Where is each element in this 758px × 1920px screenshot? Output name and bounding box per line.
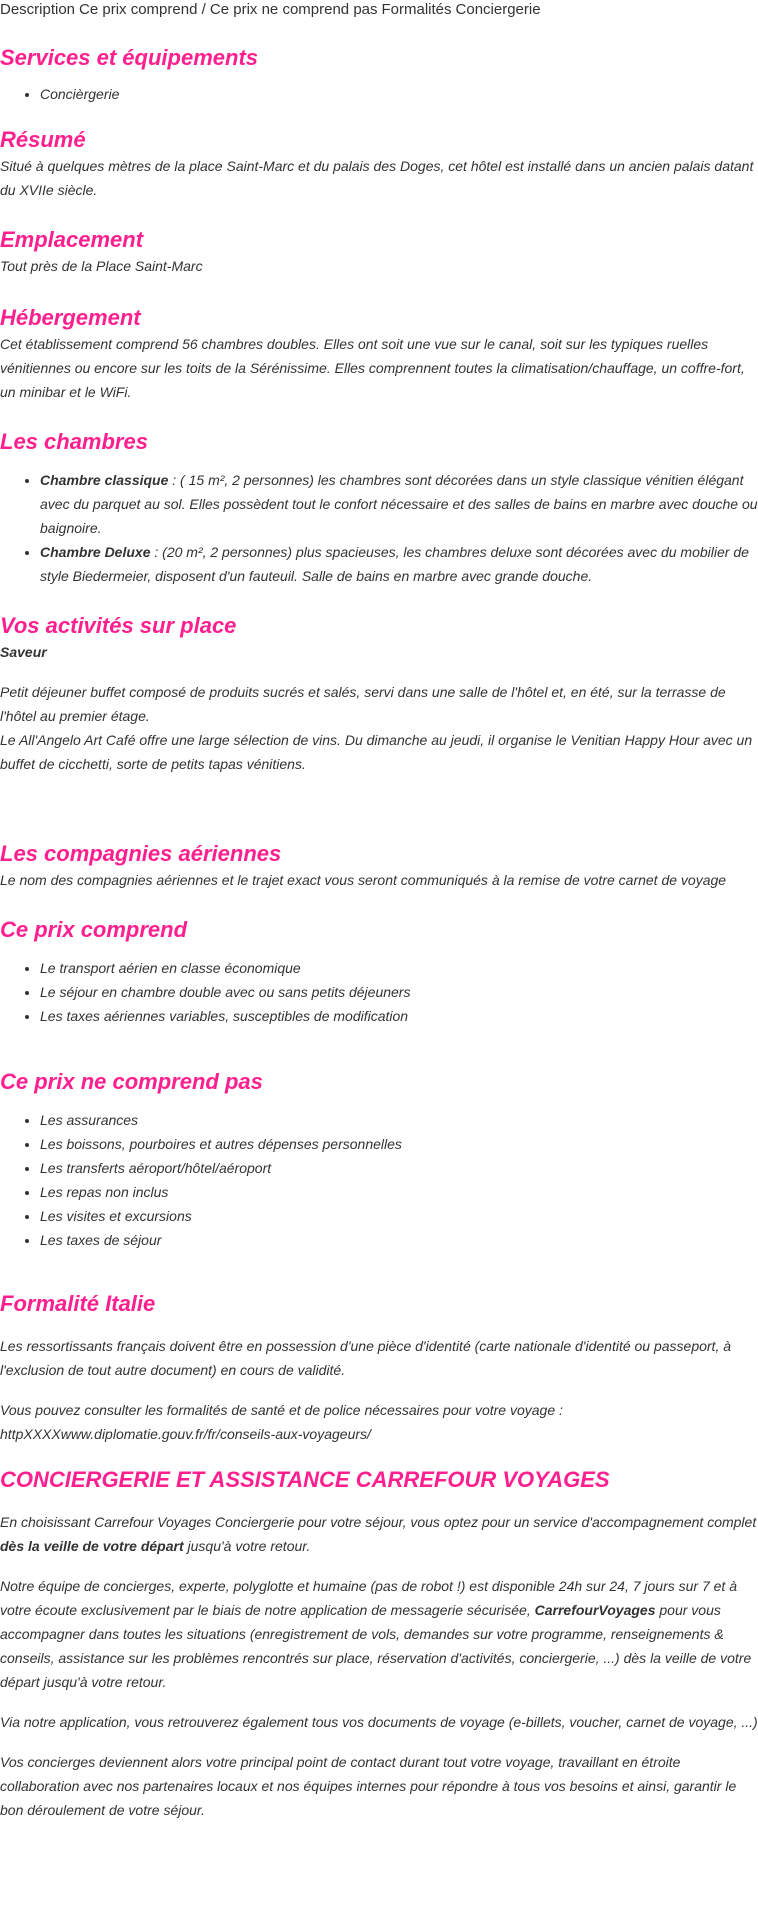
- list-item: • Les taxes de séjour: [40, 1228, 758, 1252]
- list-item: • Concièrgerie: [40, 82, 758, 106]
- services-list: [0, 82, 758, 106]
- hebergement-title: Hébergement: [0, 305, 141, 330]
- activites-text-2: Le All'Angelo Art Café offre une large sélection de vins. Du dimanche au jeudi, il organise le Venitian Happy Hour avec un buffet de cicchetti, sorte de petits tapas vénitiens.: [0, 732, 753, 772]
- formalite-text-2: Vous pouvez consulter les formalités de santé et de police nécessaires pour votre voyage : httpXXXXwww.diplomatie.gouv.fr/fr/conseils-aux-voyageurs/: [0, 1402, 563, 1442]
- conciergerie-p3: Via notre application, vous retrouverez également tous vos documents de voyage (e-billets, voucher, carnet de voyage, ...): [0, 1714, 758, 1730]
- conciergerie-p2: [0, 1574, 758, 1694]
- list-item: • Les taxes aériennes variables, susceptibles de modification: [40, 1004, 758, 1028]
- activites-subtitle: [0, 640, 758, 664]
- conciergerie-p2-text: Notre équipe de concierges, experte, polyglotte et humaine (pas de robot !) est disponible 24h sur 24, 7 jours sur 7 et à votre écoute exclusivement par le biais de notre application de messagerie sécurisée,: [0, 1578, 737, 1618]
- list-item: • Les visites et excursions: [40, 1204, 758, 1228]
- emplacement-text: Tout près de la Place Saint-Marc: [0, 258, 203, 274]
- chambre-text: : ( 15 m², 2 personnes) les chambres sont décorées dans un style classique vénitien élégant avec du parquet au sol. Elles possèdent tout le confort nécessaire et des salles de bains en marbre avec douche ou baignoire.: [40, 472, 758, 536]
- formalite-text-1: Les ressortissants français doivent être en possession d'une pièce d'identité (carte nationale d'identité ou passeport, à l'exclusion de tout autre document) en cours de validité.: [0, 1338, 732, 1378]
- ne-comprend-title: Ce prix ne comprend pas: [0, 1069, 263, 1094]
- conciergerie-p1: [0, 1510, 758, 1558]
- tab-nav: [0, 0, 758, 20]
- compagnies-text: Le nom des compagnies aériennes et le trajet exact vous seront communiqués à la remise de votre carnet de voyage: [0, 872, 727, 888]
- services-title: Services et équipements: [0, 45, 259, 70]
- comprend-list: [0, 956, 758, 1028]
- nav-prix[interactable]: Ce prix comprend / Ce prix ne comprend pas: [79, 1, 378, 18]
- list-item: [40, 540, 758, 588]
- conciergerie-p4: Vos concierges deviennent alors votre principal point de contact durant tout votre voyage, travaillant en étroite collaboration avec nos partenaires locaux et nos équipes internes pour répondre à tous vos besoins et ainsi, garantir le bon déroulement de votre séjour.: [0, 1754, 737, 1818]
- activites-subtitle-text: Saveur: [0, 644, 47, 660]
- activites-title: Vos activités sur place: [0, 613, 237, 638]
- list-item: • Les transferts aéroport/hôtel/aéroport: [40, 1156, 758, 1180]
- emplacement-title: Emplacement: [0, 227, 144, 252]
- chambre-text: : (20 m², 2 personnes) plus spacieuses, les chambres deluxe sont décorées avec du mobilier de style Biedermeier, disposent d'un fauteuil. Salle de bains en marbre avec grande douche.: [40, 544, 749, 584]
- list-item: [40, 468, 758, 540]
- conciergerie-p1-end: jusqu'à votre retour.: [183, 1538, 311, 1554]
- chambres-list: [0, 468, 758, 588]
- conciergerie-p2-end: pour vous accompagner dans toutes les situations (enregistrement de vols, demandes sur votre programme, renseignements & conseils, assistance sur les problèmes rencontrés sur place, réservation d'activités, conciergerie, ...) dès la veille de votre départ jusqu'à votre retour.: [0, 1602, 752, 1690]
- chambre-name: Chambre Deluxe: [40, 544, 151, 560]
- list-item: • Le transport aérien en classe économique: [40, 956, 758, 980]
- formalite-title: Formalité Italie: [0, 1291, 156, 1316]
- resume-text: Situé à quelques mètres de la place Saint-Marc et du palais des Doges, cet hôtel est installé dans un ancien palais datant du XVIIe siècle.: [0, 158, 754, 198]
- compagnies-title: Les compagnies aériennes: [0, 841, 282, 866]
- conciergerie-p2-bold: CarrefourVoyages: [534, 1602, 656, 1618]
- nav-formalites[interactable]: Formalités: [381, 1, 452, 18]
- chambre-name: Chambre classique: [40, 472, 169, 488]
- list-item: • Les assurances: [40, 1108, 758, 1132]
- activites-text-1: Petit déjeuner buffet composé de produits sucrés et salés, servi dans une salle de l'hôtel et, en été, sur la terrasse de l'hôtel au premier étage.: [0, 684, 726, 724]
- list-item: • Les repas non inclus: [40, 1180, 758, 1204]
- comprend-title: Ce prix comprend: [0, 917, 188, 942]
- hebergement-text: Cet établissement comprend 56 chambres doubles. Elles ont soit une vue sur le canal, soit sur les typiques ruelles vénitiennes ou encore sur les toits de la Sérénissime. Elles comprennent toutes la climatisation/chauffage, un coffre-fort, un minibar et le WiFi.: [0, 336, 745, 400]
- conciergerie-p1-text: En choisissant Carrefour Voyages Conciergerie pour votre séjour, vous optez pour un service d'accompagnement complet: [0, 1514, 757, 1530]
- list-item: • Les boissons, pourboires et autres dépenses personnelles: [40, 1132, 758, 1156]
- ne-comprend-list: [0, 1108, 758, 1252]
- resume-title: Résumé: [0, 127, 86, 152]
- nav-description[interactable]: Description: [0, 1, 76, 18]
- nav-conciergerie[interactable]: Conciergerie: [455, 1, 541, 18]
- conciergerie-p1-bold: dès la veille de votre départ: [0, 1538, 184, 1554]
- conciergerie-title: CONCIERGERIE ET ASSISTANCE CARREFOUR VOYAGES: [0, 1467, 610, 1492]
- chambres-title: Les chambres: [0, 429, 148, 454]
- list-item: • Le séjour en chambre double avec ou sans petits déjeuners: [40, 980, 758, 1004]
